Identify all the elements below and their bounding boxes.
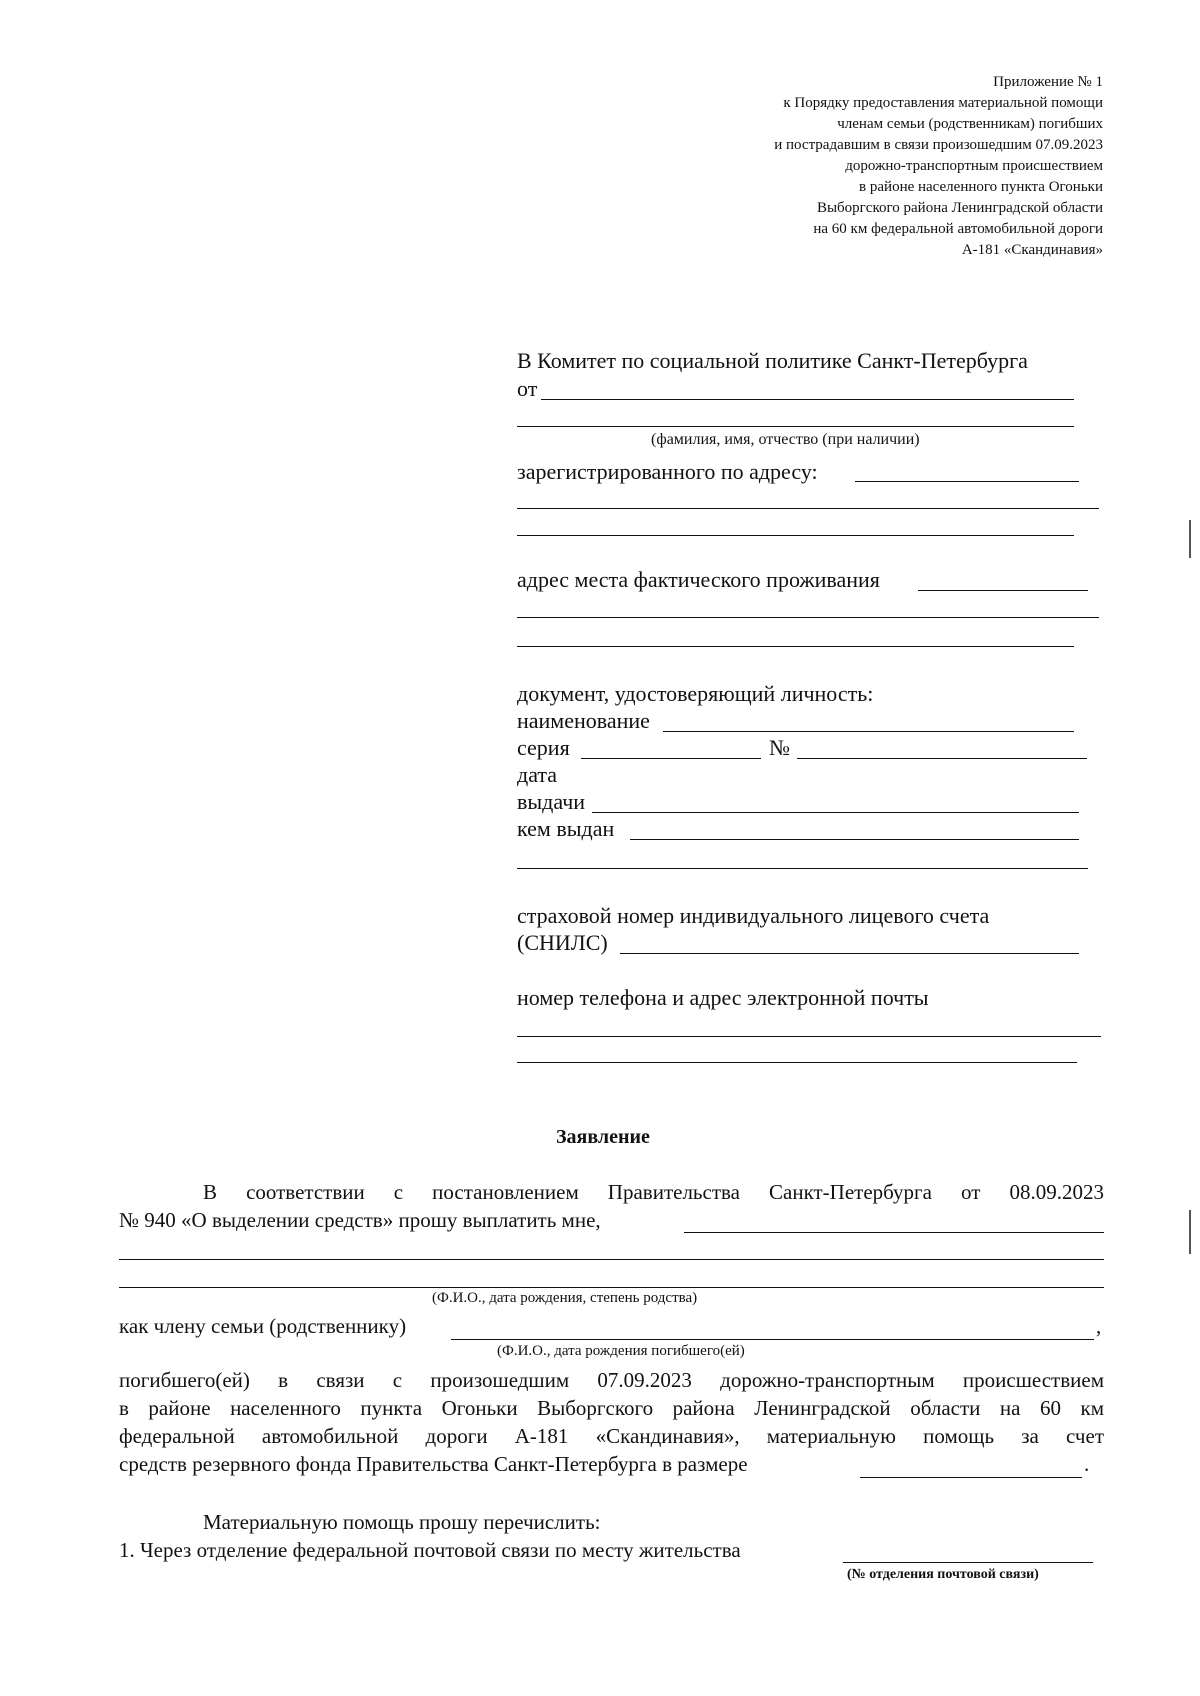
applicant-hint: (Ф.И.О., дата рождения, степень родства) (432, 1290, 698, 1306)
contacts-field-continued[interactable] (517, 1062, 1077, 1063)
addressee: В Комитет по социальной политике Санкт-Петербурга (517, 348, 1028, 373)
comma: , (1096, 1314, 1102, 1338)
actual-address-field-continued[interactable] (517, 646, 1074, 647)
statement-paragraph-line: средств резервного фонда Правительства Санкт-Петербурга в размере (119, 1452, 748, 1476)
amount-field[interactable] (860, 1477, 1082, 1478)
issue-date-label-cont: выдачи (517, 789, 586, 814)
from-label: от (517, 376, 538, 401)
from-field-continued[interactable] (517, 426, 1074, 427)
number-label: № (769, 735, 790, 760)
post-office-field[interactable] (843, 1562, 1093, 1563)
statement-paragraph-line: федеральной автомобильной дороги А-181 «Скандинавия», материальную помощь за счет (119, 1424, 1104, 1448)
registered-address-label: зарегистрированного по адресу: (517, 459, 818, 484)
statement-paragraph-line: В соответствии с постановлением Правительства Санкт-Петербурга от 08.09.2023 (203, 1180, 1104, 1204)
actual-address-field[interactable] (918, 590, 1088, 591)
transfer-option-1: 1. Через отделение федеральной почтовой связи по месту жительства (119, 1538, 741, 1562)
issued-by-field[interactable] (630, 839, 1079, 840)
contacts-label: номер телефона и адрес электронной почты (517, 985, 929, 1010)
registered-address-field[interactable] (855, 481, 1079, 482)
registered-address-field-continued[interactable] (517, 535, 1074, 536)
attachment-line: в районе населенного пункта Огоньки (859, 179, 1103, 195)
attachment-block (774, 72, 1103, 261)
series-label: серия (517, 735, 570, 760)
scan-mark (1189, 520, 1191, 558)
document-name-field[interactable] (663, 731, 1074, 732)
applicant-field-continued[interactable] (119, 1259, 1104, 1260)
issued-by-label: кем выдан (517, 816, 615, 841)
series-field[interactable] (581, 758, 761, 759)
statement-title: Заявление (556, 1126, 650, 1148)
post-office-hint: (№ отделения почтовой связи) (847, 1567, 1039, 1582)
statement-paragraph-line: в районе населенного пункта Огоньки Выборгского района Ленинградской области на 60 км (119, 1396, 1104, 1420)
attachment-line: членам семьи (родственникам) погибших (837, 116, 1103, 132)
issue-date-label: дата (517, 762, 558, 787)
attachment-line: к Порядку предоставления материальной помощи (783, 95, 1103, 111)
fio-hint: (фамилия, имя, отчество (при наличии) (651, 431, 920, 448)
attachment-line: дорожно-транспортным происшествием (845, 158, 1103, 174)
document-name-label: наименование (517, 708, 650, 733)
period: . (1084, 1452, 1090, 1476)
attachment-line: Приложение № 1 (993, 74, 1103, 90)
issued-by-field-continued[interactable] (517, 868, 1088, 869)
from-field[interactable] (541, 399, 1074, 400)
snils-label: страховой номер индивидуального лицевого счета (517, 903, 990, 928)
statement-paragraph-line: погибшего(ей) в связи с произошедшим 07.09.2023 дорожно-транспортным происшествием (119, 1368, 1104, 1392)
deceased-field[interactable] (451, 1339, 1094, 1340)
statement-paragraph-line: № 940 «О выделении средств» прошу выплатить мне, (119, 1208, 601, 1232)
id-document-label: документ, удостоверяющий личность: (517, 681, 874, 706)
attachment-line: Выборгского района Ленинградской области (816, 200, 1103, 216)
contacts-field[interactable] (517, 1036, 1101, 1037)
deceased-hint: (Ф.И.О., дата рождения погибшего(ей) (497, 1343, 745, 1359)
attachment-line: и пострадавшим в связи произошедшим 07.09.2023 (774, 137, 1103, 153)
scan-mark (1189, 1210, 1191, 1254)
snils-field[interactable] (620, 953, 1079, 954)
family-member-label: как члену семьи (родственнику) (119, 1314, 407, 1338)
actual-address-field-continued[interactable] (517, 617, 1099, 618)
actual-address-label: адрес места фактического проживания (517, 567, 880, 592)
transfer-label: Материальную помощь прошу перечислить: (203, 1510, 601, 1534)
applicant-field[interactable] (684, 1232, 1104, 1233)
number-field[interactable] (797, 758, 1087, 759)
snils-label-cont: (СНИЛС) (517, 930, 608, 955)
attachment-line: на 60 км федеральной автомобильной дороги (813, 221, 1103, 237)
registered-address-field-continued[interactable] (517, 508, 1099, 509)
attachment-line: А-181 «Скандинавия» (961, 242, 1103, 258)
issue-date-field[interactable] (592, 812, 1079, 813)
applicant-field-continued[interactable] (119, 1287, 1104, 1288)
